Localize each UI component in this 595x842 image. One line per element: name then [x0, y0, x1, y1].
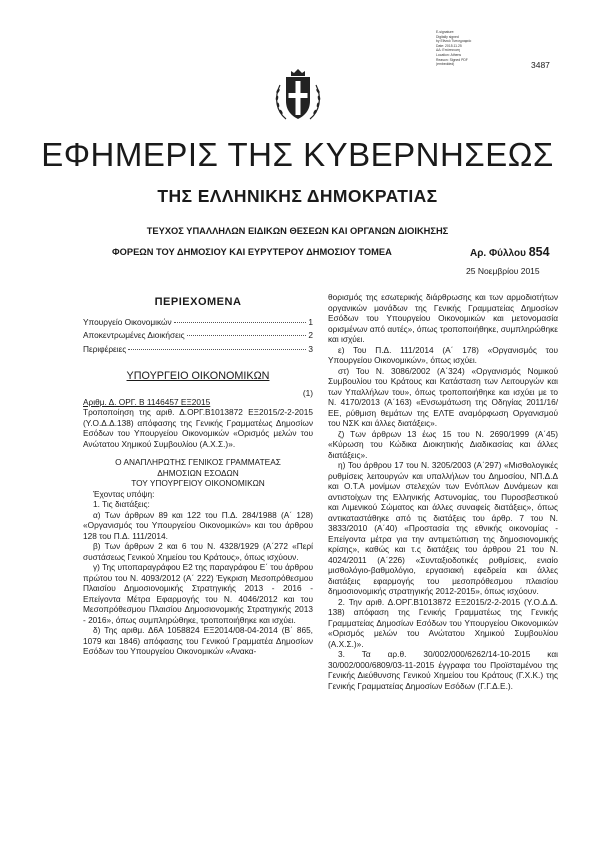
- paragraph: β) Των άρθρων 2 και 6 του Ν. 4328/1929 (Α΄272 «Περί συστάσεως Γενικού Χημείου του Κράτους», όπως ισχύουν.: [83, 541, 313, 562]
- paragraph: Έχοντας υπόψη:: [93, 488, 155, 499]
- spacer: [83, 449, 313, 457]
- paragraph: δ) Της αριθμ. Δ6Α 1058824 ΕΞ2014/08-04-2014 (Β΄ 865, 1079 και 1846) απόφασης του Γενικού Γραμματέα Δημοσίων Εσόδων του Υπουργείου Οικονομικών «Ανακα-: [83, 625, 313, 656]
- toc-leader: [128, 349, 306, 350]
- issue-line-2: ΦΟΡΕΩΝ ΤΟΥ ΔΗΜΟΣΙΟΥ ΚΑΙ ΕΥΡΥΤΕΡΟΥ ΔΗΜΟΣΙΟΥ ΤΟΜΕΑ: [112, 247, 392, 257]
- toc-item-page: 2: [308, 330, 313, 340]
- paragraph: 1. Τις διατάξεις:: [93, 499, 150, 509]
- act-marker: (1): [302, 387, 313, 398]
- toc-item-label: Υπουργείο Οικονομικών: [83, 316, 172, 327]
- paragraph: 2. Την αριθ. Δ.ΟΡΓ.Β1013872 ΕΞ2015/2-2-2015 (Υ.Ο.Δ.Δ. 138) απόφαση της Γενικής Γραμματέως της Γενικής Γραμματείας Δημοσίων Εσόδων του Υπουργείου Οικονομικών «Ορισμός μελών του Ανώτατου Χημικού Συμβουλίου (Α.Χ.Σ.)».: [328, 596, 558, 649]
- paragraph: 3. Τα αρ.θ. 30/002/000/6262/14-10-2015 και 30/002/000/6809/03-11-2015 έγγραφα του Προϊσταμένου της Γενικής Διεύθυνσης Γενικού Χημείου του Κράτους (Γ.Χ.Κ.) της Γενικής Γραμματείας Δημοσίων Εσόδων (Γ.Γ.Δ.Ε.).: [328, 649, 558, 691]
- right-column: [328, 292, 558, 691]
- toc-item[interactable]: [83, 317, 313, 331]
- paragraph: Τροποποίηση της αριθ. Δ.ΟΡΓ.Β1013872 ΕΞ2015/2-2-2015 (Υ.Ο.Δ.Δ.138) απόφασης της Γενικής Γραμματέως Δημοσίων Εσόδων του Υπουργείου Οικονομικών «Ορισμός μελών του Ανώτατου Χημικού Συμβουλίου (Α.Χ.Σ.)».: [83, 407, 313, 449]
- toc-item[interactable]: [83, 330, 313, 344]
- digital-signature-stamp: [436, 30, 502, 67]
- sheet-number-value: 854: [528, 245, 550, 259]
- left-column: [83, 292, 313, 657]
- paragraph: ΔΗΜΟΣΙΩΝ ΕΣΟΔΩΝ: [157, 467, 239, 478]
- sheet-label: Αρ. Φύλλου: [470, 248, 526, 259]
- gazette-title: ΕΦΗΜΕΡΙΣ ΤΗΣ ΚΥΒΕΡΝΗΣΕΩΣ: [41, 136, 554, 173]
- toc-heading: ΠΕΡΙΕΧΟΜΕΝΑ: [154, 296, 242, 308]
- toc-list: [83, 317, 313, 358]
- decision-number: Αριθμ. Δ. ΟΡΓ. Β 1146457 ΕΞ2015: [83, 396, 211, 407]
- toc-item-page: 3: [308, 343, 313, 354]
- right-body-text: [328, 292, 558, 691]
- paragraph: ζ) Των άρθρων 13 έως 15 του Ν. 2690/1999 (Α΄45) «Κύρωση του Κώδικα Διοικητικής Διαδικασίας και άλλες διατάξεις».: [328, 428, 558, 460]
- stamp-line: ΔΔ: Επόπτευση: [436, 48, 460, 53]
- stamp-line: (embedded): [436, 62, 455, 67]
- stamp-line: Digitally signed: [436, 34, 459, 39]
- left-body-text: [83, 407, 313, 657]
- toc-leader: [187, 335, 307, 336]
- paragraph: ε) Του Π.Δ. 111/2014 (Α΄ 178) «Οργανισμός του Υπουργείου Οικονομικών», όπως ισχύει.: [328, 344, 558, 365]
- ministry-name: ΥΠΟΥΡΓΕΙΟ ΟΙΚΟΝΟΜΙΚΩΝ: [126, 370, 270, 382]
- paragraph: θορισμός της εσωτερικής διάρθρωσης και των αρμοδιοτήτων οργανικών μονάδων της Γενικής Γραμματείας Δημοσίων Εσόδων του Υπουργείου Οικονομικών και μετονομασία ορισμένων από αυτές», όπως τροποποιήθηκε, συμπληρώθηκε και ισχύει.: [328, 292, 558, 344]
- issue-date: 25 Νοεμβρίου 2015: [466, 266, 540, 276]
- stamp-line: by Εθνικό Τυπογραφείο: [436, 39, 472, 44]
- greek-coat-of-arms-icon: [272, 67, 324, 127]
- page-number: 3487: [531, 60, 550, 70]
- issue-line-1: ΤΕΥΧΟΣ ΥΠΑΛΛΗΛΩΝ ΕΙΔΙΚΩΝ ΘΕΣΕΩΝ ΚΑΙ ΟΡΓΑΝΩΝ ΔΙΟΙΚΗΣΗΣ: [146, 226, 449, 236]
- paragraph: ΤΟΥ ΥΠΟΥΡΓΕΙΟΥ ΟΙΚΟΝΟΜΙΚΩΝ: [131, 478, 265, 488]
- stamp-line: Reason: Signed PDF: [436, 57, 468, 62]
- stamp-line: Date: 2015.11.25: [436, 43, 462, 48]
- toc-item-page: 1: [308, 316, 313, 327]
- ministry-heading: [83, 371, 313, 382]
- stamp-line: E-signature:: [436, 30, 455, 34]
- toc-item-label: Περιφέρειες: [83, 343, 127, 354]
- stamp-line: Location: Athens: [436, 52, 462, 57]
- paragraph: Ο ΑΝΑΠΛΗΡΩΤΗΣ ΓΕΝΙΚΟΣ ΓΡΑΜΜΑΤΕΑΣ: [115, 457, 281, 467]
- paragraph: α) Των άρθρων 89 και 122 του Π.Δ. 284/1988 (Α΄ 128) «Οργανισμός του Υπουργείου Οικονομικών» και του άρθρου 128 του Π.Δ. 111/2014.: [83, 509, 313, 541]
- sheet-number: [470, 245, 550, 259]
- paragraph: η) Του άρθρου 17 του Ν. 3205/2003 (Α΄297) «Μισθολογικές ρυθμίσεις λειτουργών και υπαλλήλων του Δημοσίου, ΝΠ.Δ.Δ και Ο.Τ.Α μονίμων στελεχών των Ενόπλων Δυνάμεων και αντιστοίχων της Ελληνικής Αστυνομίας, του Πυροσβεστικού και Λιμενικού Σώματος και άλλες συναφείς διατάξεις», όπως αντικαταστάθηκε από τις διατάξεις του άρθρ. 7 του Ν. 3833/2010 (Α΄40) «Προστασία της εθνικής οικονομίας - Επείγοντα μέτρα για την αντιμετώπιση της δημοσιονομικής κρίσης», καθώς και τ.ς διατάξεις του άρθρου 21 του Ν. 4024/2011 (Α΄226) «Συνταξιοδοτικές ρυθμίσεις, ενιαίο μισθολόγιο-βαθμολόγιο, εργασιακή εφεδρεία και άλλες διατάξεις εφαρμογής του μεσοπρόθεσμου πλαισίου δημοσιονομικής στρατηγικής 2012-2015», όπως ισχύουν.: [328, 460, 558, 596]
- toc-leader: [174, 322, 307, 323]
- toc-item-label: Αποκεντρωμένες Διοικήσεις: [83, 330, 185, 340]
- toc-item[interactable]: [83, 344, 313, 358]
- paragraph: στ) Του Ν. 3086/2002 (Α΄324) «Οργανισμός Νομικού Συμβουλίου του Κράτους και Κατάσταση των Λειτουργών και των Υπαλλήλων του», όπως τροποποιήθηκε και ισχύει με το Ν. 4170/2013 (Α΄163) «Ενσωμάτωση της Οδηγίας 2011/16/ΕΕ, ρύθμιση θεμάτων της ΕΛΤΕ αναμόρφωση Οργανισμού του ΝΣΚ και άλλες διατάξεις».: [328, 365, 558, 428]
- gazette-subtitle: ΤΗΣ ΕΛΛΗΝΙΚΗΣ ΔΗΜΟΚΡΑΤΙΑΣ: [157, 186, 438, 206]
- paragraph: γ) Της υποπαραγράφου Ε2 της παραγράφου Ε΄ του άρθρου πρώτου του Ν. 4093/2012 (Α΄ 222) Έγκριση Μεσοπρόθεσμου Πλαισίου Δημοσιονομικής Στρατηγικής 2013 - 2016 - Επείγοντα Μέτρα Εφαρμογής του Ν. 4046/2012 και του Μεσοπρόθεσμου Πλαισίου Δημοσιονομικής Στρατηγικής 2013 - 2016», όπως συμπληρώθηκε, τροποποιήθηκε και ισχύει.: [83, 562, 313, 625]
